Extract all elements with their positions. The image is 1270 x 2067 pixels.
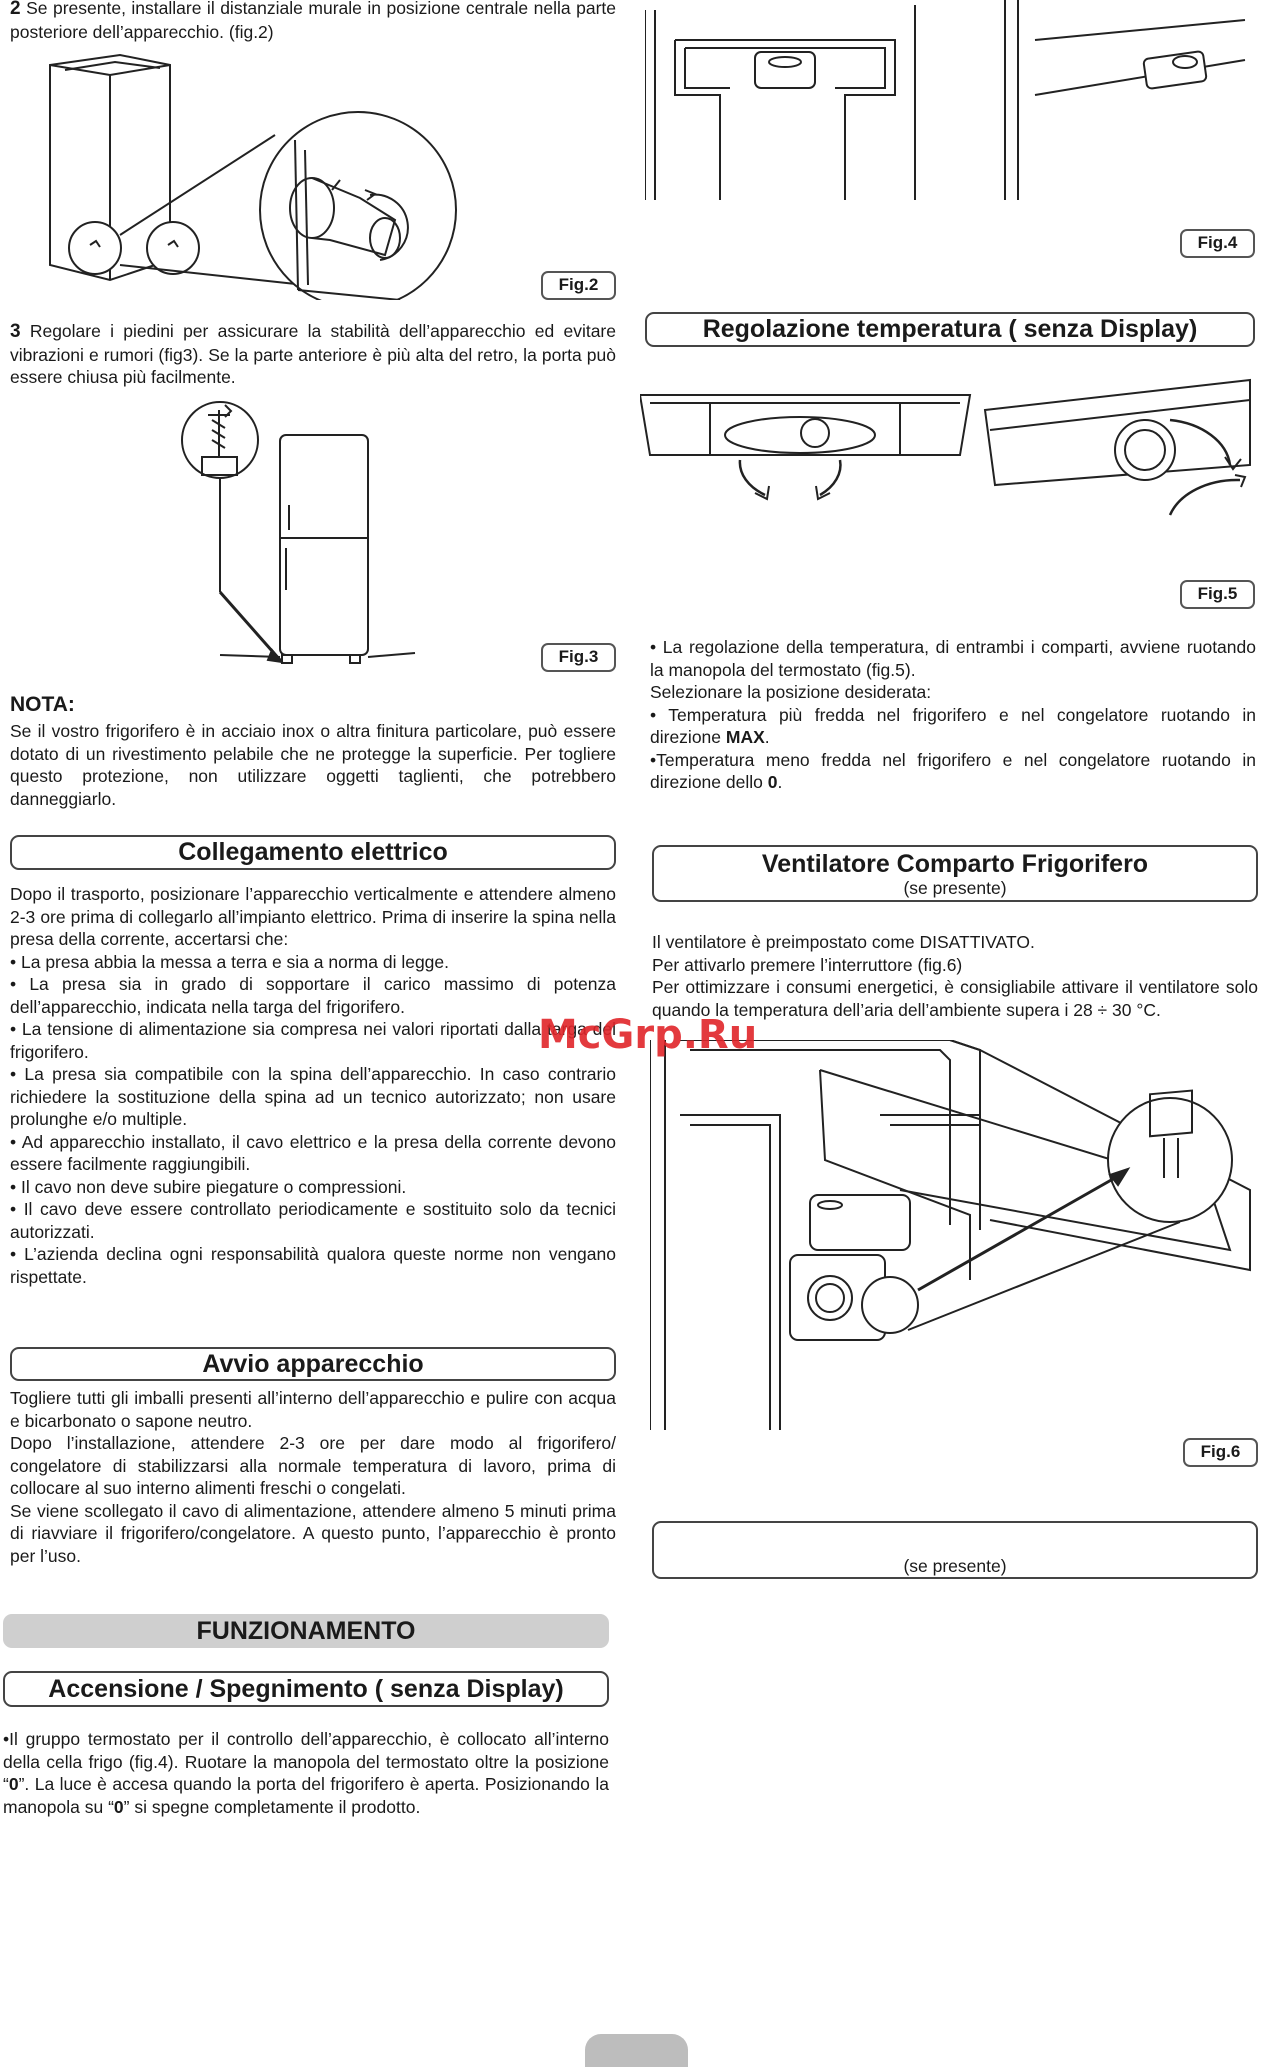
fig3-label: Fig.3 (541, 643, 616, 672)
fig5-label: Fig.5 (1180, 580, 1255, 609)
ventilatore-line: Il ventilatore è preimpostato come DISATTIVATO. (652, 932, 1035, 952)
fig2-illustration (40, 50, 470, 300)
collegamento-bullet: • La tensione di alimentazione sia compresa nei valori riportati dalla targa del frigorifero. (10, 1019, 616, 1062)
collegamento-bullet: • Il cavo non deve subire piegature o compressioni. (10, 1176, 407, 1197)
regolazione-line: • Temperatura più fredda nel frigorifero e nel congelatore ruotando in direzione MAX. (650, 704, 1256, 747)
regolazione-line: • La regolazione della temperatura, di entrambi i comparti, avviene ruotando la manopola del termostato (fig.5). (650, 637, 1256, 680)
collegamento-body (10, 883, 616, 1288)
collegamento-bullet: • L’azienda declina ogni responsabilità qualora queste norme non vengano rispettate. (10, 1244, 616, 1287)
avvio-body (10, 1387, 616, 1567)
funzionamento-banner: FUNZIONAMENTO (3, 1614, 609, 1648)
fig2-label: Fig.2 (541, 271, 616, 300)
step3-text: 3 Regolare i piedini per assicurare la stabilità dell’apparecchio ed evitare vibrazioni e rumori (fig3). Se la parte anteriore è più alta del retro, la porta può essere chiusa più facilmente. (10, 321, 616, 387)
empty-box-subtitle: (se presente) (903, 1556, 1007, 1576)
regolazione-line: •Temperatura meno fredda nel frigorifero e nel congelatore ruotando in direzione dello 0. (650, 749, 1256, 792)
fig6-illustration (650, 1040, 1260, 1440)
ventilatore-heading (652, 845, 1258, 902)
avvio-paragraph: Se viene scollegato il cavo di alimentazione, attendere almeno 5 minuti prima di riavviare il frigorifero/congelatore. A questo punto, l’apparecchio è pronto per l’uso. (10, 1500, 616, 1566)
ventilatore-line: Per attivarlo premere l’interruttore (fig.6) (652, 954, 963, 975)
fig4-label: Fig.4 (1180, 229, 1255, 258)
collegamento-bullet: • Ad apparecchio installato, il cavo elettrico e la presa della corrente devono essere facilmente raggiungibili. (10, 1131, 616, 1174)
nota-title: NOTA: (10, 693, 75, 716)
collegamento-bullet: • Il cavo deve essere controllato periodicamente e sostituito solo da tecnici autorizzati. (10, 1199, 616, 1242)
collegamento-heading: Collegamento elettrico (10, 835, 616, 870)
fig6-label: Fig.6 (1183, 1438, 1258, 1467)
ventilatore-body (652, 931, 1258, 1021)
collegamento-bullet: • La presa sia compatibile con la spina dell’apparecchio. In caso contrario richiedere la sostituzione della spina ad un tecnico autorizzato; non usare prolunghe e/o multiple. (10, 1064, 616, 1129)
accensione-text: •Il gruppo termostato per il controllo dell’apparecchio, è collocato all’interno della cella frigo (fig.4). Ruotare la manopola del termostato oltre la posizione “0”. La luce è accesa quando la porta del frigorifero è aperta. Posizionando la manopola su “0” si spegne completamente il prodotto. (3, 1729, 609, 1817)
fig5-illustration (640, 375, 1260, 550)
fig4-illustration (645, 0, 1260, 210)
ventilatore-title: Ventilatore Comparto Frigorifero (761, 850, 1149, 878)
ventilatore-line: Per ottimizzare i consumi energetici, è consigliabile attivare il ventilatore solo quando la temperatura dell’aria dell’ambiente supera i 28 ÷ 30 °C. (652, 977, 1258, 1020)
collegamento-intro: Dopo il trasporto, posizionare l’apparecchio verticalmente e attendere almeno 2-3 ore prima di collegarlo all’impianto elettrico. Prima di inserire la spina nella presa della corrente, accertarsi che: (10, 884, 616, 949)
collegamento-bullet: • La presa sia in grado di sopportare il carico massimo di potenza dell’apparecchio, indicata nella targa del frigorifero. (10, 974, 616, 1017)
avvio-paragraph: Togliere tutti gli imballi presenti all’interno dell’apparecchio e pulire con acqua e bicarbonato o sapone neutro. (10, 1388, 616, 1431)
accensione-heading: Accensione / Spegnimento ( senza Display) (3, 1671, 609, 1707)
regolazione-body (650, 636, 1256, 794)
nota-text: Se il vostro frigorifero è in acciaio inox o altra finitura particolare, può essere dotato di un rivestimento pelabile che ne protegge la superficie. Per togliere questo protezione, non utilizzare oggetti taglienti, che potrebbero danneggiarlo. (10, 721, 616, 809)
avvio-heading: Avvio apparecchio (10, 1347, 616, 1381)
collegamento-bullet: • La presa abbia la messa a terra e sia a norma di legge. (10, 951, 450, 972)
watermark: McGrp.Ru (538, 1012, 758, 1058)
fig3-illustration (180, 395, 420, 670)
step2-text: 2 Se presente, installare il distanziale murale in posizione centrale nella parte posteriore dell’apparecchio. (fig.2) (10, 0, 616, 42)
regolazione-heading: Regolazione temperatura ( senza Display) (645, 312, 1255, 347)
step3-number: 3 (10, 321, 21, 342)
page-number-pill (585, 2034, 688, 2067)
avvio-paragraph: Dopo l’installazione, attendere 2-3 ore per dare modo al frigorifero/ congelatore di stabilizzarsi alla normale temperatura di lavoro, prima di collocare al suo interno alimenti freschi o congelati. (10, 1433, 616, 1498)
step2-number: 2 (10, 0, 21, 19)
regolazione-line: Selezionare la posizione desiderata: (650, 682, 932, 702)
ventilatore-subtitle: (se presente) (903, 878, 1007, 898)
